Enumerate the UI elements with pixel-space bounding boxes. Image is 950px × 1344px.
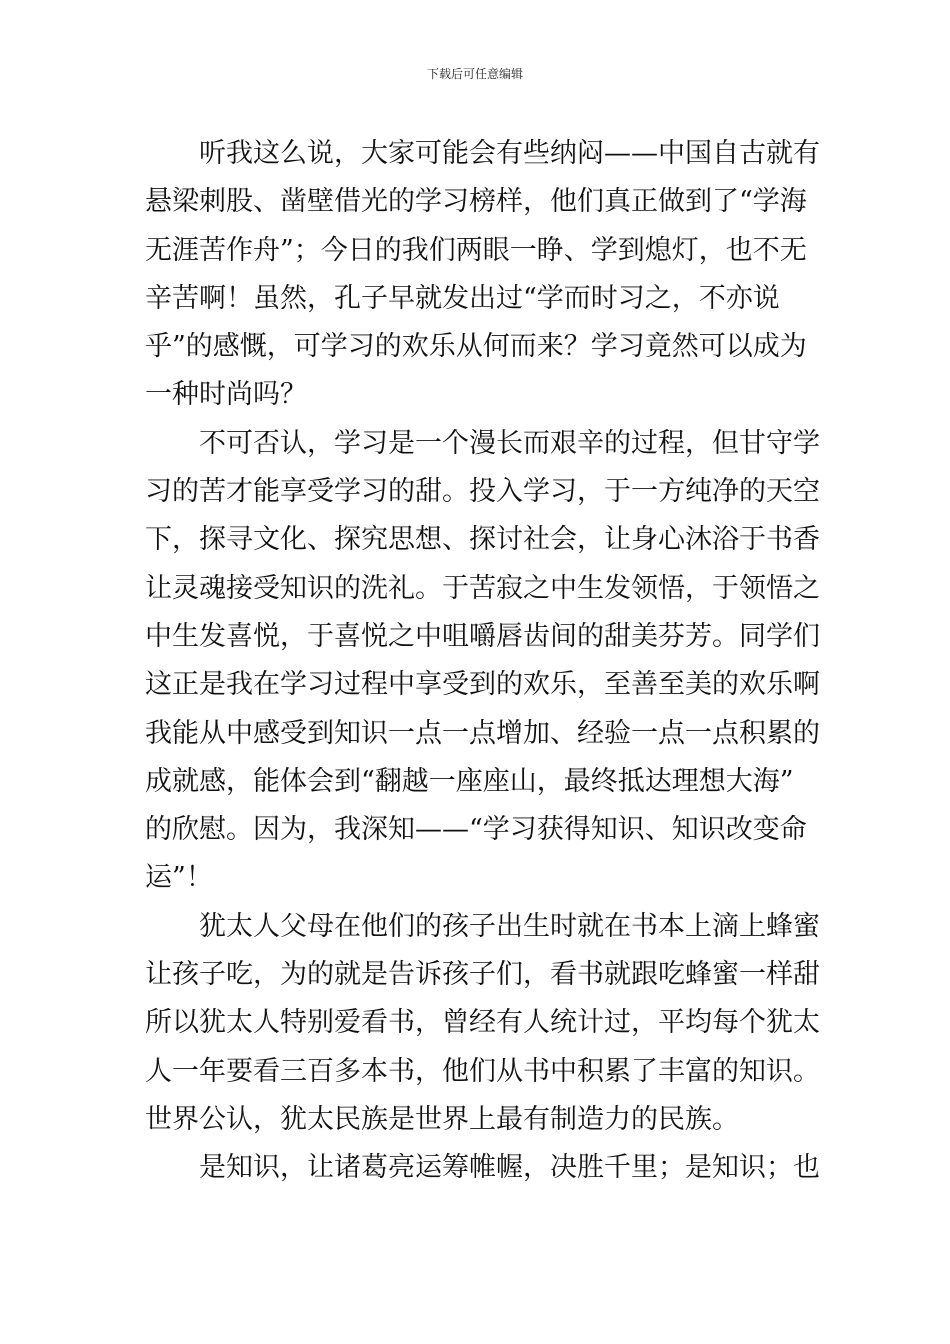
text-line: 辛苦啊！虽然，孔子早就发出过“学而时习之，不亦说: [145, 282, 780, 314]
text-line: 悬梁刺股、凿壁借光的学习榜样，他们真正做到了“学海: [145, 186, 807, 218]
text-line: 世界公认，犹太民族是世界上最有制造力的民族。: [145, 1103, 739, 1135]
text-line: 让孩子吃，为的就是告诉孩子们，看书就跟吃蜂蜜一样甜: [145, 959, 820, 991]
text-line: 下，探寻文化、探究思想、探讨社会，让身心沐浴于书香: [145, 524, 820, 556]
text-line: 这正是我在学习过程中享受到的欢乐，至善至美的欢乐啊: [145, 669, 820, 701]
text-line: 所以犹太人特别爱看书，曾经有人统计过，平均每个犹太: [145, 1007, 820, 1039]
paragraph: [145, 903, 820, 1144]
text-line: 无涯苦作舟”；今日的我们两眼一睁、学到熄灯，也不无: [145, 234, 807, 266]
text-line: 一种时尚吗？: [145, 379, 307, 411]
text-line: 乎”的感慨，可学习的欢乐从何而来？学习竟然可以成为: [145, 331, 807, 363]
text-line: 人一年要看三百多本书，他们从书中积累了丰富的知识。: [145, 1055, 820, 1087]
text-line: 是知识，让诸葛亮运筹帷幄，决胜千里；是知识；也: [145, 1152, 820, 1184]
page-header: 下载后可任意编辑: [426, 67, 523, 81]
text-line: 中生发喜悦，于喜悦之中咀嚼唇齿间的甜美芬芳。同学们: [145, 620, 820, 652]
body-text: [145, 130, 820, 1193]
text-line: 我能从中感受到知识一点一点增加、经验一点一点积累的: [145, 717, 820, 749]
text-line: 犹太人父母在他们的孩子出生时就在书本上滴上蜂蜜: [145, 910, 820, 942]
text-line: 让灵魂接受知识的洗礼。于苦寂之中生发领悟，于领悟之: [145, 572, 820, 604]
text-line: 的欣慰。因为，我深知——“学习获得知识、知识改变命: [145, 814, 807, 846]
text-line: 运”！: [145, 862, 213, 894]
paragraph: [145, 1144, 820, 1192]
text-line: 习的苦才能享受学习的甜。投入学习，于一方纯净的天空: [145, 476, 820, 508]
paragraph: [145, 130, 820, 420]
text-line: 听我这么说，大家可能会有些纳闷——中国自古就有: [145, 138, 820, 169]
text-line: 成就感，能体会到“翻越一座座山，最终抵达理想大海”: [145, 765, 794, 797]
text-line: 不可否认，学习是一个漫长而艰辛的过程，但甘守学: [145, 427, 820, 459]
paragraph: [145, 420, 820, 903]
